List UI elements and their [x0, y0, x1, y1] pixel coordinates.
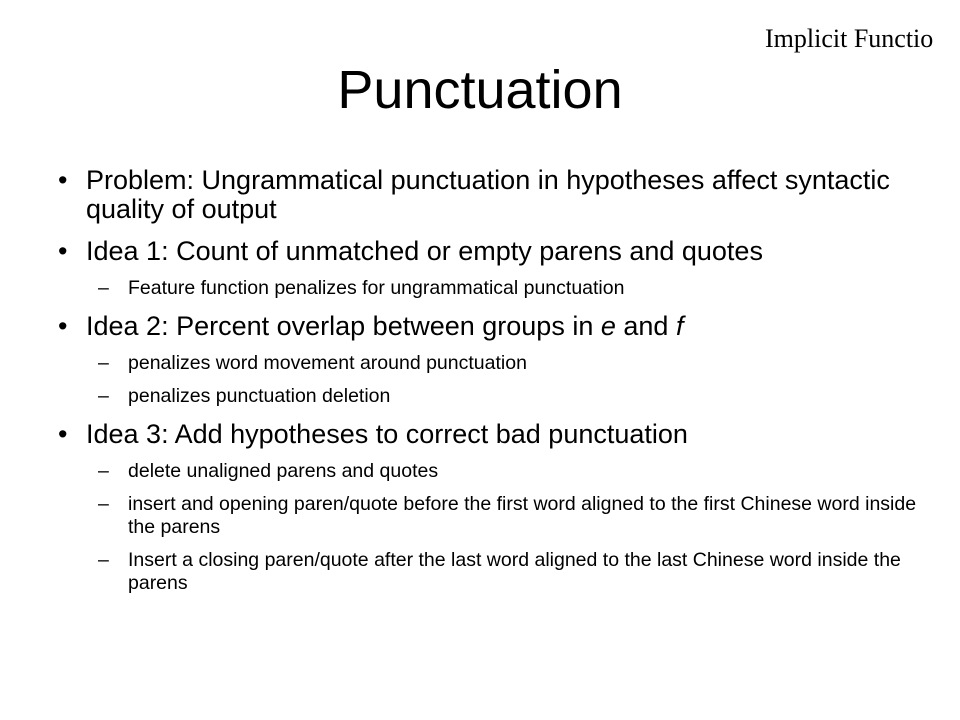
sub-bullet-marker: –	[98, 460, 109, 482]
bullet-idea-1	[58, 237, 938, 266]
sub-bullet-feature-function	[58, 277, 938, 300]
bullet-text: Problem: Ungrammatical punctuation in hypotheses affect syntactic quality of output	[86, 165, 890, 224]
sub-bullet-punctuation-deletion	[58, 385, 938, 408]
sub-bullet-text: Feature function penalizes for ungrammatical punctuation	[128, 277, 625, 299]
sub-bullet-text: insert and opening paren/quote before the first word aligned to the first Chinese word inside the parens	[128, 493, 917, 538]
sub-bullet-text: penalizes punctuation deletion	[128, 385, 391, 407]
sub-bullet-insert-closing	[58, 549, 938, 595]
sub-bullet-marker: –	[98, 549, 109, 571]
bullet-list	[58, 166, 938, 607]
bullet-marker: •	[58, 419, 68, 449]
bullet-marker: •	[58, 311, 68, 341]
sub-bullet-marker: –	[98, 493, 109, 515]
italic-f: f	[675, 311, 684, 341]
sub-bullet-text: delete unaligned parens and quotes	[128, 460, 439, 482]
bullet-idea-2	[58, 312, 938, 341]
bullet-marker: •	[58, 165, 68, 195]
bullet-problem	[58, 166, 938, 224]
sub-bullet-delete-unaligned	[58, 460, 938, 483]
italic-e: e	[600, 311, 616, 341]
sub-bullet-insert-opening	[58, 493, 938, 539]
slide-title: Punctuation	[337, 60, 623, 120]
corner-label: Implicit Functio	[765, 24, 934, 53]
bullet-idea-3	[58, 420, 938, 449]
sub-bullet-marker: –	[98, 277, 109, 299]
sub-bullet-marker: –	[98, 385, 109, 407]
sub-bullet-word-movement	[58, 352, 938, 375]
bullet-text: Idea 2: Percent overlap between groups in e and f	[86, 311, 684, 341]
bullet-text: Idea 1: Count of unmatched or empty parens and quotes	[86, 236, 763, 266]
sub-bullet-text: penalizes word movement around punctuation	[128, 352, 527, 374]
bullet-marker: •	[58, 236, 68, 266]
bullet-text: Idea 3: Add hypotheses to correct bad punctuation	[86, 419, 688, 449]
sub-bullet-marker: –	[98, 352, 109, 374]
sub-bullet-text: Insert a closing paren/quote after the last word aligned to the last Chinese word inside the parens	[128, 549, 901, 594]
